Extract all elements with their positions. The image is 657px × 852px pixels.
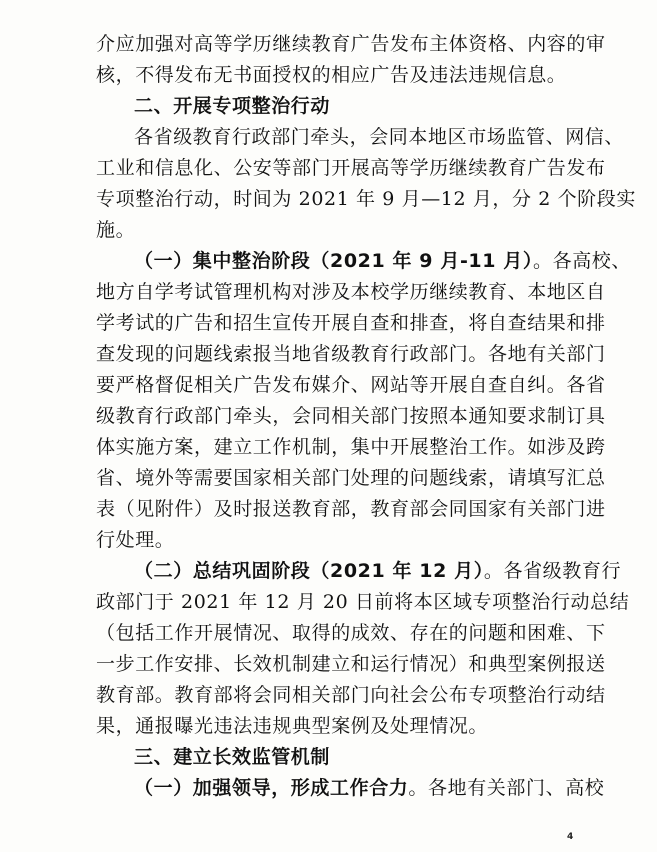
paragraph-lead (134, 559, 622, 583)
text-line: 果，通报曝光违法违规典型案例及处理情况。 (96, 715, 489, 737)
text-line: 工业和信息化、公安等部门开展高等学历继续教育广告发布 (96, 157, 606, 179)
text-line: 教育部。教育部将会同相关部门向社会公布专项整治行动结 (96, 684, 606, 706)
text-line: （包括工作开展情况、取得的成效、存在的问题和困难、下 (96, 622, 606, 644)
text-line: 查发现的问题线索报当地省级教育行政部门。各地有关部门 (96, 343, 606, 365)
text-line: 核，不得发布无书面授权的相应广告及违法违规信息。 (96, 64, 567, 86)
section-heading: 二、开展专项整治行动 (134, 95, 331, 117)
text-line: 级教育行政部门牵头，会同相关部门按照本通知要求制订具 (96, 405, 606, 427)
text-line: 介应加强对高等学历继续教育广告发布主体资格、内容的审 (96, 33, 606, 55)
text-line: 各省级教育行政部门牵头，会同本地区市场监管、网信、 (134, 126, 625, 148)
text-fragment: 。各高校、 (533, 250, 632, 272)
text-line: 施。 (96, 219, 136, 241)
text-line: 政部门于 2021 年 12 月 20 日前将本区域专项整治行动总结 (96, 591, 630, 613)
text-line: 省、境外等需要国家相关部门处理的问题线索，请填写汇总 (96, 467, 606, 489)
section-heading: 三、建立长效监管机制 (134, 746, 331, 768)
paragraph-lead (134, 249, 632, 273)
page-number: 4 (567, 832, 574, 842)
text-line: 行处理。 (96, 529, 175, 551)
subsection-heading: （一）加强领导，形成工作合力 (134, 777, 409, 799)
text-line: 学考试的广告和招生宣传开展自查和排查，将自查结果和排 (96, 312, 606, 334)
text-line: 表（见附件）及时报送教育部，教育部会同国家有关部门进 (96, 498, 606, 520)
text-fragment: 。各省级教育行 (483, 560, 622, 582)
text-line: 地方自学考试管理机构对涉及本校学历继续教育、本地区自 (96, 281, 606, 303)
text-line: 一步工作安排、长效机制建立和运行情况）和典型案例报送 (96, 653, 606, 675)
text-line: 专项整治行动，时间为 2021 年 9 月—12 月，分 2 个阶段实 (96, 188, 636, 210)
text-line: 要严格督促相关广告发布媒介、网站等开展自查自纠。各省 (96, 374, 606, 396)
text-fragment: 。各地有关部门、高校 (408, 777, 605, 799)
subsection-heading: （一）集中整治阶段（2021 年 9 月-11 月） (134, 250, 533, 272)
text-line: 体实施方案，建立工作机制，集中开展整治工作。如涉及跨 (96, 436, 606, 458)
paragraph-lead (134, 776, 614, 800)
subsection-heading: （二）总结巩固阶段（2021 年 12 月） (134, 560, 484, 582)
